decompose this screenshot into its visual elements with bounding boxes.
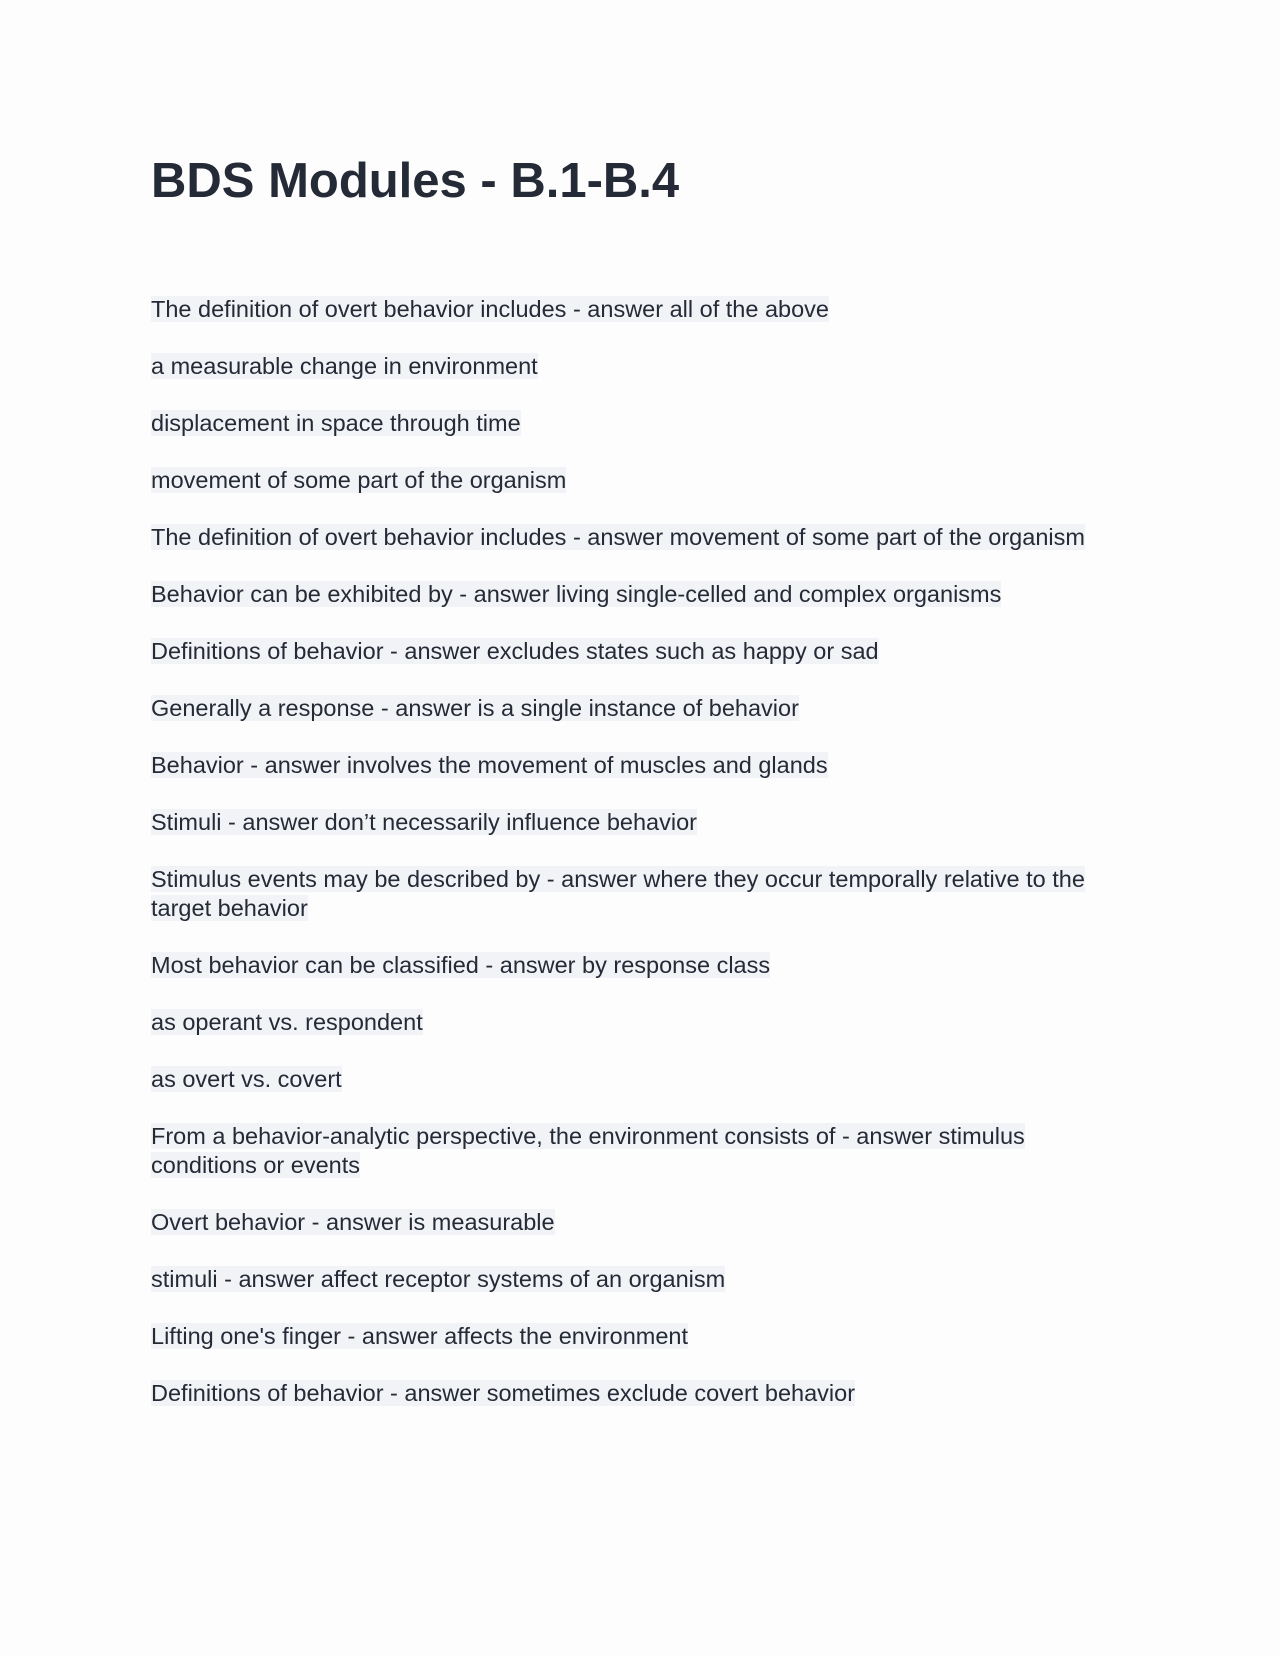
qa-line [151,808,1131,837]
qa-line [151,1379,1131,1408]
qa-line-text: Stimulus events may be described by - answer where they occur temporally relative to the target behavior [151,866,1085,921]
qa-line-text: The definition of overt behavior includes - answer all of the above [151,296,829,322]
qa-line [151,466,1131,495]
qa-line-text: The definition of overt behavior includes - answer movement of some part of the organism [151,524,1085,550]
document-title: BDS Modules - B.1-B.4 [151,154,680,208]
qa-line-text: Behavior - answer involves the movement of muscles and glands [151,752,828,778]
qa-line [151,409,1131,438]
qa-line-text: as operant vs. respondent [151,1009,423,1035]
qa-line-text: Generally a response - answer is a single instance of behavior [151,695,799,721]
qa-line [151,1265,1131,1294]
qa-line-text: displacement in space through time [151,410,521,436]
qa-line [151,295,1131,324]
qa-line-text: as overt vs. covert [151,1066,342,1092]
qa-line [151,1322,1131,1351]
qa-line [151,751,1131,780]
qa-line [151,352,1131,381]
qa-line [151,1208,1131,1237]
qa-line-text: Overt behavior - answer is measurable [151,1209,555,1235]
qa-line-text: Stimuli - answer don’t necessarily influence behavior [151,809,697,835]
qa-line-text: Definitions of behavior - answer sometimes exclude covert behavior [151,1380,856,1406]
qa-line [151,951,1131,980]
qa-line-text: Most behavior can be classified - answer by response class [151,952,771,978]
qa-line-text: stimuli - answer affect receptor systems of an organism [151,1266,726,1292]
qa-line-text: From a behavior-analytic perspective, the environment consists of - answer stimulus conditions or events [151,1123,1025,1178]
qa-line-text: a measurable change in environment [151,353,538,379]
qa-line [151,523,1131,552]
qa-line [151,1065,1131,1094]
qa-line [151,865,1131,923]
qa-list [151,295,1131,1436]
qa-line-text: Definitions of behavior - answer excludes states such as happy or sad [151,638,879,664]
qa-line [151,580,1131,609]
qa-line [151,694,1131,723]
qa-line-text: Lifting one's finger - answer affects the environment [151,1323,689,1349]
qa-line [151,1122,1131,1180]
qa-line [151,637,1131,666]
qa-line-text: Behavior can be exhibited by - answer living single-celled and complex organisms [151,581,1002,607]
qa-line [151,1008,1131,1037]
qa-line-text: movement of some part of the organism [151,467,567,493]
